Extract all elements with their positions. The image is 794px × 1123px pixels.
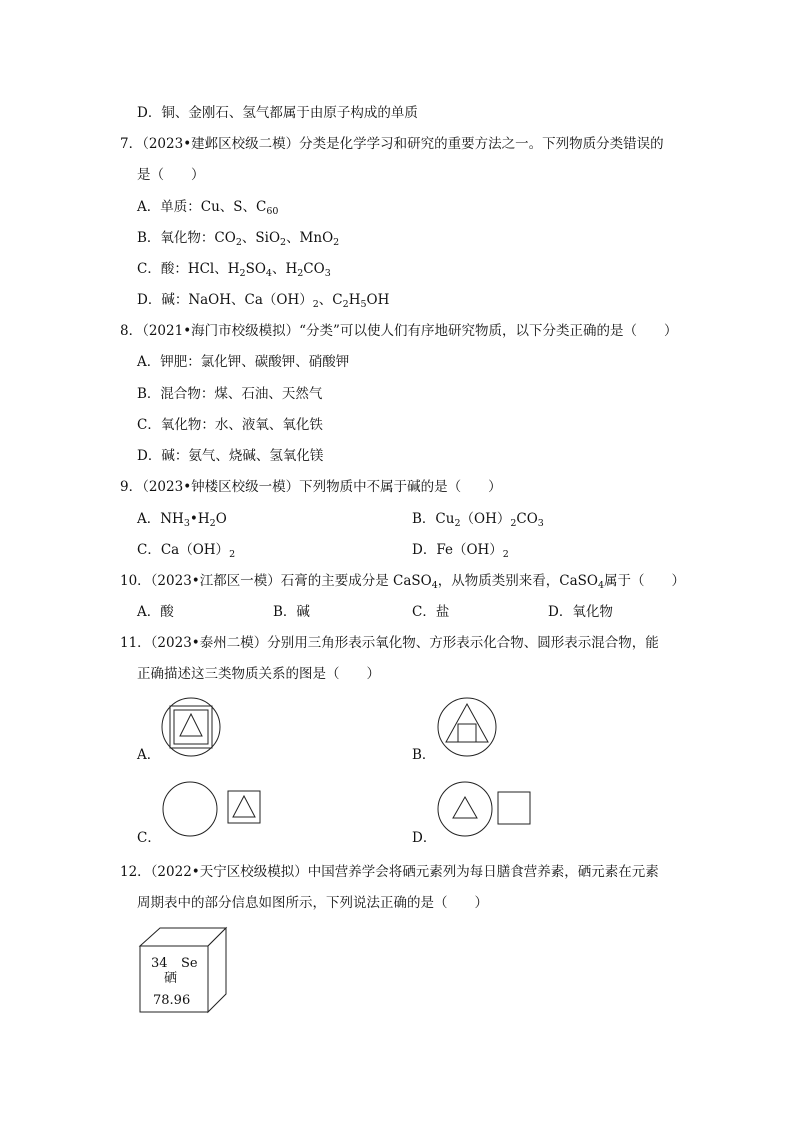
q10-option-b: B．碱 xyxy=(273,604,310,620)
circle-shape xyxy=(438,698,496,756)
q7-option-d: D．碱：NaOH、$Ca(OH)_2$、$C_2H_5OH$ xyxy=(137,292,390,310)
element-symbol: Se xyxy=(181,956,198,971)
q11-label-d: D． xyxy=(412,830,437,846)
q8-stem: 8．（2021•海门市校级模拟）“分类”可以使人们有序地研究物质，以下分类正确的是（ ） xyxy=(120,323,678,339)
q7-stem-line2: 是（ ） xyxy=(137,167,205,183)
q7-stem-line1: 7．（2023•建邺区校级二模）分类是化学学习和研究的重要方法之一。下列物质分类错误的 xyxy=(120,136,664,152)
circle-shape xyxy=(162,698,220,756)
q6-option-d: D．铜、金刚石、氢气都属于由原子构成的单质 xyxy=(137,105,418,121)
q11-figure-c xyxy=(162,780,264,840)
q10-stem: 10．（2023•江都区一模）石膏的主要成分是 CaSO$_4$，从物质类别来看，CaSO$_4$属于（ ） xyxy=(120,573,686,591)
triangle-shape xyxy=(446,704,488,742)
q11-figure-a xyxy=(160,696,222,758)
q12-stem-line1: 12．（2022•天宁区校级模拟）中国营养学会将硒元素列为每日膳食营养素，硒元素在元素 xyxy=(120,864,659,880)
q10-option-c: C．盐 xyxy=(412,604,450,620)
q9-stem: 9．（2023•钟楼区校级一模）下列物质中不属于碱的是（ ） xyxy=(120,479,502,495)
q11-stem-line2: 正确描述这三类物质关系的图是（ ） xyxy=(137,666,380,682)
square-shape xyxy=(458,724,476,742)
q7-option-c: C．酸：HCl、$H_2SO_4$、$H_2CO_3$ xyxy=(137,261,331,279)
q8-option-a: A．钾肥：氯化钾、碳酸钾、硝酸钾 xyxy=(137,354,350,370)
q7-option-a: A．单质：Cu、S、$C_{60}$ xyxy=(137,199,279,217)
q9-option-b: B．$Cu_2(OH)_2CO_3$ xyxy=(412,511,544,529)
q11-label-c: C． xyxy=(137,830,161,846)
q9-option-d: D．$Fe(OH)_2$ xyxy=(412,542,509,560)
triangle-shape xyxy=(180,714,202,736)
square-shape xyxy=(498,792,530,824)
q8-option-b: B．混合物：煤、石油、天然气 xyxy=(137,386,323,402)
element-name: 硒 xyxy=(164,971,178,986)
q10-option-d: D．氧化物 xyxy=(548,604,613,620)
triangle-shape xyxy=(453,797,477,818)
q11-label-a: A． xyxy=(137,747,161,763)
q11-figure-b xyxy=(436,696,498,758)
element-atomic-mass: 78.96 xyxy=(153,993,191,1008)
triangle-shape xyxy=(233,796,255,817)
q11-figure-d xyxy=(436,780,534,840)
q11-label-b: B． xyxy=(412,747,436,763)
circle-shape xyxy=(163,782,217,836)
q12-stem-line2: 周期表中的部分信息如图所示，下列说法正确的是（ ） xyxy=(137,895,488,911)
q10-option-a: A．酸 xyxy=(137,604,174,620)
q11-stem-line1: 11．（2023•泰州二模）分别用三角形表示氧化物、方形表示化合物、圆形表示混合物，能 xyxy=(120,635,659,651)
element-atomic-number: 34 xyxy=(151,956,168,971)
circle-shape xyxy=(438,782,492,836)
q9-option-c: C．$Ca(OH)_2$ xyxy=(137,542,236,560)
q9-option-a: A．$NH_3•H_2O$ xyxy=(137,511,227,529)
q7-option-b: B．氧化物：$CO_2$、SiO$_2$、MnO$_2$ xyxy=(137,230,340,248)
q8-option-d: D．碱：氨气、烧碱、氢氧化镁 xyxy=(137,448,324,464)
q8-option-c: C．氧化物：水、液氧、氧化铁 xyxy=(137,417,323,433)
square-shape xyxy=(170,706,212,748)
